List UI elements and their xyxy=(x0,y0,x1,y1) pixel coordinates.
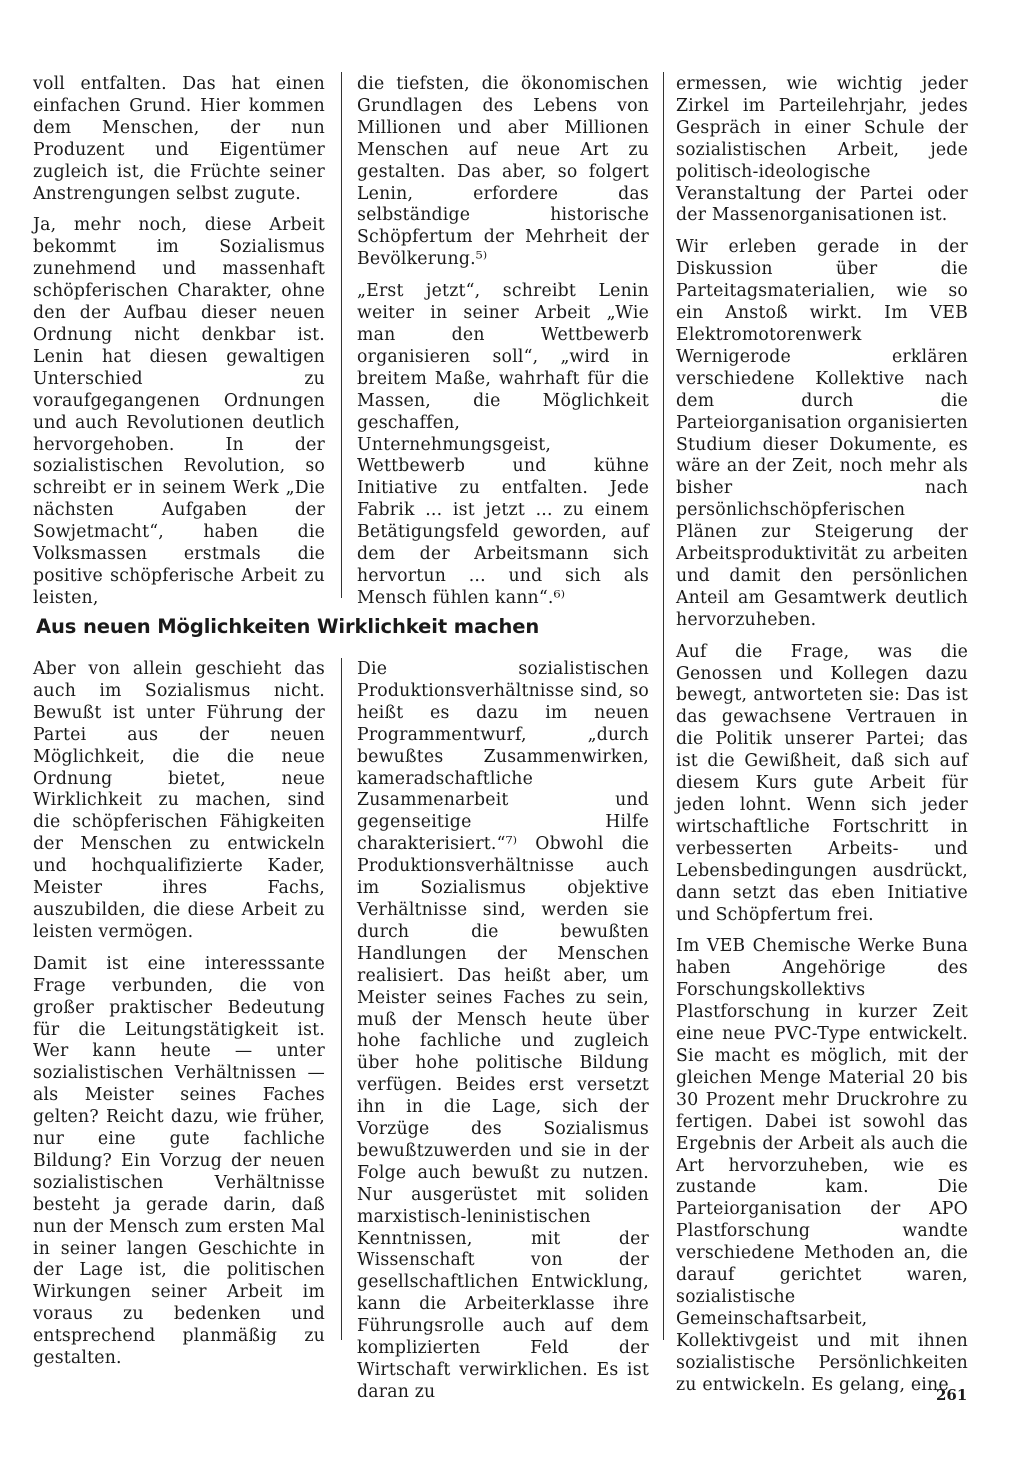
paragraph: Die sozialistischen Produktionsverhältnisse sind, so heißt es dazu im neuen Programmentwurf, „durch bewußtes Zusammenwirken, kameradschaftliche Zusammenarbeit und gegenseitige Hilfe charakterisiert.“⁷⁾ Obwohl die Produktionsverhältnisse auch im Sozialismus objektive Verhältnisse sind, werden sie durch die bewußten Handlungen der Menschen realisiert. Das heißt aber, um Meister seines Faches zu sein, muß der Mensch heute über hohe fachliche und zugleich über hohe politische Bildung verfügen. Beides erst versetzt ihn in die Lage, sich der Vorzüge des Sozialismus bewußtzuwerden und sie in der Folge auch bewußt zu nutzen. Nur ausgerüstet mit soliden marxistisch-leninistischen Kenntnissen, mit der Wissenschaft von der gesellschaftlichen Entwicklung, kann die Arbeiterklasse ihre Führungsrolle auch auf dem komplizierten Feld der Wirtschaft verwirklichen. Es ist daran zu xyxy=(357,659,649,1402)
paragraph: Im VEB Chemische Werke Buna haben Angehörige des Forschungskollektivs Plastforschung in kurzer Zeit eine neue PVC-Type entwickelt. Sie macht es möglich, mit der gleichen Menge Material 20 bis 30 Prozent mehr Druckrohre zu fertigen. Dabei ist sowohl das Ergebnis der Arbeit als auch die Art hervorzuheben, wie es zustande kam. Die Parteiorganisation der APO Plastforschung wandte verschiedene Methoden an, die darauf gerichtet waren, sozialistische Gemeinschaftsarbeit, Kollektivgeist und mit ihnen sozialistische Persönlichkeiten zu entwickeln. Es gelang, eine xyxy=(676,936,968,1395)
paragraph: die tiefsten, die ökonomischen Grundlagen des Lebens von Millionen und aber Millionen Menschen auf neue Art zu gestalten. Das aber, so folgert Lenin, erfordere das selbständige historische Schöpfertum der Mehrheit der Bevölkerung.⁵⁾ xyxy=(357,74,649,270)
paragraph: Auf die Frage, was die Genossen und Kollegen dazu bewegt, antworteten sie: Das ist das gewachsene Vertrauen in die Politik unserer Partei; das ist die Gewißheit, daß sich auf diesem Kurs gute Arbeit für jeden lohnt. Wenn sich jeder wirtschaftliche Fortschritt in verbesserten Arbeits- und Lebensbedingungen ausdrückt, dann setzt das eben Initiative und Schöpfertum frei. xyxy=(676,641,968,925)
column-rule xyxy=(341,658,342,1340)
column-bottom-left xyxy=(33,659,325,1380)
paragraph: Wir erleben gerade in der Diskussion über die Parteitagsmaterialien, wie so ein Anstoß wirkt. Im VEB Elektromotorenwerk Wernigerode erklären verschiedene Kollektive nach dem durch die Parteiorganisation organisierten Studium dieser Dokumente, es wäre an der Zeit, noch mehr als bisher nach persönlichschöpferischen Plänen zur Steigerung der Arbeitsproduktivität zu arbeiten und damit den persönlichen Anteil am Gesamtwerk deutlich hervorzuheben. xyxy=(676,237,968,630)
paragraph: Aber von allein geschieht das auch im Sozialismus nicht. Bewußt ist unter Führung der Partei aus der neuen Möglichkeit, die die neue Ordnung bietet, neue Wirklichkeit zu machen, sind die schöpferischen Fähigkeiten der Menschen zu entwickeln und hochqualifizierte Kader, Meister ihres Fachs, auszubilden, die diese Arbeit zu leisten vermögen. xyxy=(33,659,325,942)
section-heading: Aus neuen Möglichkeiten Wirklichkeit machen xyxy=(36,615,540,638)
column-rule xyxy=(341,72,342,598)
column-top-left xyxy=(33,74,325,620)
paragraph: Ja, mehr noch, diese Arbeit bekommt im Sozialismus zunehmend und massenhaft schöpferischen Charakter, ohne den der Aufbau dieser neuen Ordnung nicht denkbar ist. Lenin hat diesen gewaltigen Unterschied zu voraufgegangenen Ordnungen und auch Revolutionen deutlich hervorgehoben. In der sozialistischen Revolution, so schreibt er in seinem Werk „Die nächsten Aufgaben der Sowjetmacht“, haben die Volksmassen erstmals die positive schöpferische Arbeit zu leisten, xyxy=(33,215,325,608)
paragraph: ermessen, wie wichtig jeder Zirkel im Parteilehrjahr, jedes Gespräch in einer Schule der sozialistischen Arbeit, jede politisch-ideologische Veranstaltung der Partei oder der Massenorganisationen ist. xyxy=(676,74,968,226)
column-top-middle xyxy=(357,74,649,620)
column-rule xyxy=(663,72,664,1340)
column-bottom-middle xyxy=(357,659,649,1414)
paragraph: „Erst jetzt“, schreibt Lenin weiter in seiner Arbeit „Wie man den Wettbewerb organisieren soll“, „wird in breitem Maße, wahrhaft für die Massen, die Möglichkeit geschaffen, Unternehmungsgeist, Wettbewerb und kühne Initiative zu entfalten. Jede Fabrik ... ist jetzt ... zu einem Betätigungsfeld geworden, auf dem der Arbeitsmann sich hervortun ... und sich als Mensch fühlen kann“.⁶⁾ xyxy=(357,281,649,608)
paragraph: voll entfalten. Das hat einen einfachen Grund. Hier kommen dem Menschen, der nun Produzent und Eigentümer zugleich ist, die Früchte seiner Anstrengungen selbst zugute. xyxy=(33,74,325,204)
page-number: 261 xyxy=(936,1386,968,1404)
paragraph: Damit ist eine interesssante Frage verbunden, die von großer praktischer Bedeutung für die Leitungstätigkeit ist. Wer kann heute — unter sozialistischen Verhältnissen — als Meister seines Faches gelten? Reicht dazu, wie früher, nur eine gute fachliche Bildung? Ein Vorzug der neuen sozialistischen Verhältnisse besteht ja gerade darin, daß nun der Mensch zum ersten Mal in seiner langen Geschichte in der Lage ist, die politischen Wirkungen seiner Arbeit im voraus zu bedenken und entsprechend planmäßig zu gestalten. xyxy=(33,953,325,1369)
column-right xyxy=(676,74,968,1406)
